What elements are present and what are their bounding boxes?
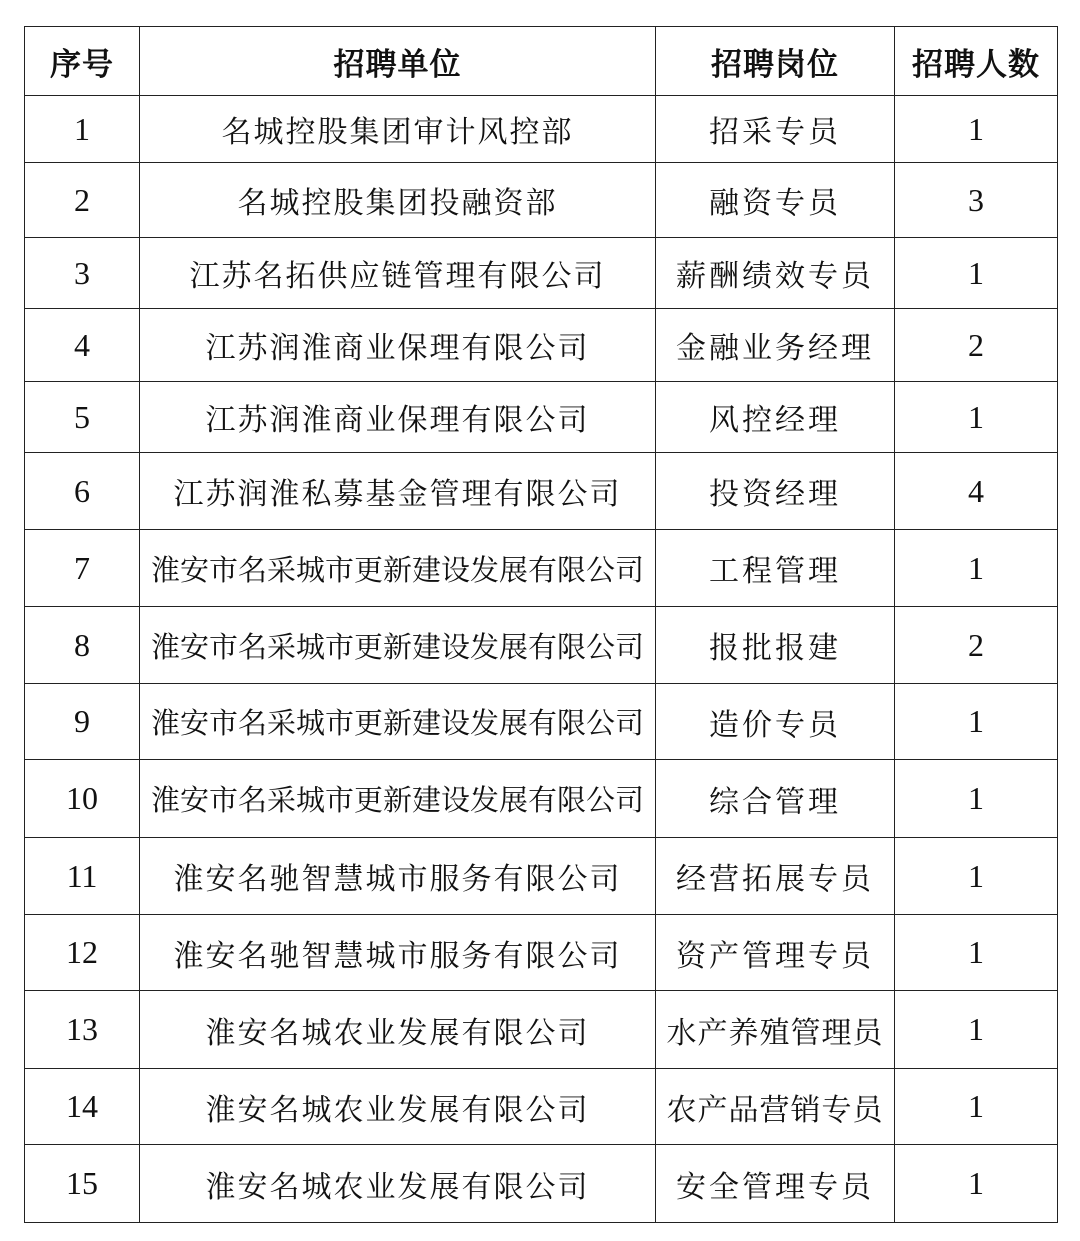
table-row [25,163,1058,238]
table-row [25,684,1058,760]
cell-unit: 江苏名拓供应链管理有限公司 [140,238,656,309]
cell-position: 招采专员 [656,96,895,163]
cell-unit: 淮安名驰智慧城市服务有限公司 [140,915,656,991]
table-body [25,96,1058,1223]
cell-position: 综合管理 [656,760,895,838]
cell-position: 金融业务经理 [656,309,895,382]
cell-unit: 淮安市名采城市更新建设发展有限公司 [140,530,656,607]
cell-position: 投资经理 [656,453,895,530]
cell-unit: 淮安名驰智慧城市服务有限公司 [140,838,656,915]
cell-unit: 淮安市名采城市更新建设发展有限公司 [140,607,656,684]
table-row [25,991,1058,1069]
cell-count: 2 [895,607,1058,684]
cell-index: 7 [25,530,140,607]
cell-index: 6 [25,453,140,530]
table-row [25,382,1058,453]
cell-count: 1 [895,238,1058,309]
table-row [25,530,1058,607]
cell-unit: 淮安名城农业发展有限公司 [140,1069,656,1145]
cell-position: 风控经理 [656,382,895,453]
cell-index: 1 [25,96,140,163]
cell-unit: 淮安市名采城市更新建设发展有限公司 [140,684,656,760]
cell-index: 14 [25,1069,140,1145]
cell-index: 12 [25,915,140,991]
cell-count: 1 [895,382,1058,453]
cell-count: 1 [895,991,1058,1069]
cell-index: 10 [25,760,140,838]
cell-index: 8 [25,607,140,684]
cell-unit: 江苏润淮私募基金管理有限公司 [140,453,656,530]
cell-index: 13 [25,991,140,1069]
cell-position: 融资专员 [656,163,895,238]
cell-unit: 江苏润淮商业保理有限公司 [140,309,656,382]
table-header [25,27,1058,96]
cell-index: 5 [25,382,140,453]
cell-index: 15 [25,1145,140,1223]
table-row [25,309,1058,382]
cell-position: 水产养殖管理员 [656,991,895,1069]
cell-count: 1 [895,760,1058,838]
cell-count: 1 [895,915,1058,991]
cell-index: 3 [25,238,140,309]
cell-count: 1 [895,838,1058,915]
cell-count: 1 [895,1145,1058,1223]
cell-position: 薪酬绩效专员 [656,238,895,309]
cell-unit: 淮安名城农业发展有限公司 [140,1145,656,1223]
cell-unit: 淮安名城农业发展有限公司 [140,991,656,1069]
header-count: 招聘人数 [895,27,1058,96]
cell-count: 1 [895,530,1058,607]
header-index: 序号 [25,27,140,96]
cell-position: 经营拓展专员 [656,838,895,915]
table-row [25,838,1058,915]
table-row [25,760,1058,838]
cell-index: 11 [25,838,140,915]
recruitment-table [24,26,1058,1223]
cell-unit: 淮安市名采城市更新建设发展有限公司 [140,760,656,838]
cell-count: 2 [895,309,1058,382]
cell-count: 4 [895,453,1058,530]
table-row [25,238,1058,309]
cell-position: 资产管理专员 [656,915,895,991]
cell-position: 报批报建 [656,607,895,684]
table-row [25,1069,1058,1145]
cell-index: 2 [25,163,140,238]
header-unit: 招聘单位 [140,27,656,96]
cell-count: 1 [895,96,1058,163]
cell-position: 工程管理 [656,530,895,607]
table-row [25,96,1058,163]
cell-position: 造价专员 [656,684,895,760]
header-row [25,27,1058,96]
cell-count: 3 [895,163,1058,238]
cell-position: 农产品营销专员 [656,1069,895,1145]
cell-unit: 名城控股集团审计风控部 [140,96,656,163]
cell-index: 4 [25,309,140,382]
table-row [25,1145,1058,1223]
table-row [25,915,1058,991]
table-row [25,453,1058,530]
cell-count: 1 [895,1069,1058,1145]
cell-index: 9 [25,684,140,760]
cell-unit: 名城控股集团投融资部 [140,163,656,238]
header-position: 招聘岗位 [656,27,895,96]
table-row [25,607,1058,684]
cell-unit: 江苏润淮商业保理有限公司 [140,382,656,453]
cell-count: 1 [895,684,1058,760]
cell-position: 安全管理专员 [656,1145,895,1223]
